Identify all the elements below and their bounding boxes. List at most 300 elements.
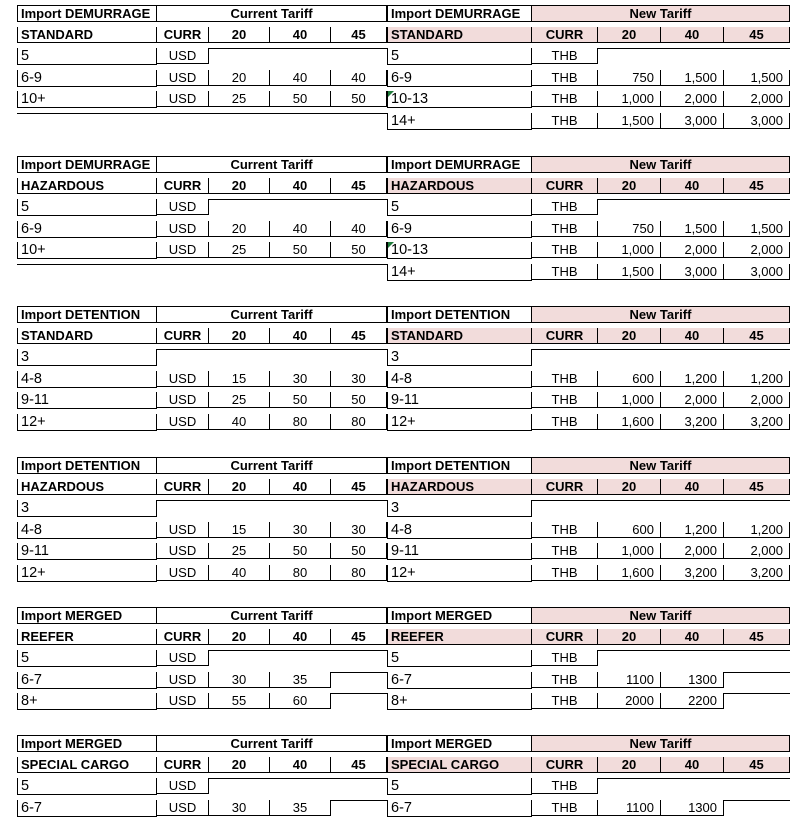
new-value-cell[interactable]: 750 (598, 70, 661, 86)
new-range-cell[interactable]: 4-8 (387, 522, 532, 539)
table-row (0, 48, 791, 70)
current-value-cell[interactable]: 55 (209, 693, 270, 709)
size-header-current[interactable]: 20 (209, 629, 270, 645)
table-row (0, 392, 791, 414)
new-range-cell[interactable]: 9-11 (387, 543, 532, 560)
section-type-current[interactable]: REEFER (17, 629, 157, 645)
size-header-current[interactable]: 45 (331, 757, 387, 773)
table-row (0, 672, 791, 694)
new-value-cell[interactable] (724, 349, 790, 350)
current-range-cell[interactable]: 6-9 (17, 221, 157, 238)
new-value-cell[interactable]: 2,000 (661, 392, 724, 408)
current-value-cell[interactable] (331, 693, 387, 694)
current-tariff-label[interactable]: Current Tariff (157, 156, 387, 173)
section-header-row (0, 5, 791, 27)
section-title-new[interactable]: Import DEMURRAGE (387, 156, 532, 173)
current-range-cell[interactable]: 12+ (17, 414, 157, 431)
new-tariff-label[interactable]: New Tariff (532, 306, 790, 323)
new-value-cell[interactable]: 2,000 (724, 91, 790, 107)
new-value-cell[interactable]: 600 (598, 522, 661, 538)
current-value-cell[interactable] (209, 48, 270, 49)
current-value-cell[interactable]: 40 (270, 70, 331, 86)
new-value-cell[interactable]: 1,200 (661, 522, 724, 538)
new-value-cell[interactable] (598, 199, 661, 200)
new-value-cell[interactable]: 2,000 (661, 91, 724, 107)
table-row (0, 650, 791, 672)
size-header-new[interactable]: 45 (724, 479, 790, 495)
new-value-cell[interactable]: 1,500 (661, 70, 724, 86)
current-value-cell[interactable]: 25 (209, 242, 270, 258)
size-header-new[interactable]: 40 (661, 328, 724, 344)
section-title-new[interactable]: Import DEMURRAGE (387, 5, 532, 22)
current-curr-cell[interactable]: USD (157, 221, 209, 237)
new-curr-cell[interactable] (532, 500, 598, 501)
new-curr-cell[interactable]: THB (532, 199, 598, 215)
new-value-cell[interactable]: 1,500 (724, 221, 790, 237)
new-value-cell[interactable] (598, 500, 661, 501)
size-header-current[interactable]: 40 (270, 757, 331, 773)
new-value-cell[interactable]: 1,000 (598, 242, 661, 258)
section-type-current[interactable]: SPECIAL CARGO (17, 757, 157, 773)
size-header-current[interactable]: 20 (209, 178, 270, 194)
size-header-current[interactable]: 40 (270, 328, 331, 344)
new-value-cell[interactable]: 2,000 (661, 242, 724, 258)
current-value-cell[interactable]: 15 (209, 371, 270, 387)
new-range-cell[interactable]: 9-11 (387, 392, 532, 409)
current-curr-cell[interactable]: USD (157, 70, 209, 86)
current-value-cell[interactable]: 35 (270, 672, 331, 688)
current-curr-cell[interactable]: USD (157, 565, 209, 581)
new-range-cell[interactable]: 6-9 (387, 221, 532, 238)
new-range-cell[interactable]: 14+ (387, 113, 532, 130)
current-range-cell[interactable]: 5 (17, 778, 157, 795)
new-value-cell[interactable]: 2,000 (661, 543, 724, 559)
new-value-cell[interactable] (661, 48, 724, 49)
new-value-cell[interactable]: 1,200 (724, 371, 790, 387)
current-curr-cell[interactable]: USD (157, 48, 209, 64)
new-curr-cell[interactable]: THB (532, 522, 598, 538)
new-value-cell[interactable]: 1,000 (598, 392, 661, 408)
new-value-cell[interactable] (724, 672, 790, 673)
section-type-current[interactable]: STANDARD (17, 27, 157, 43)
current-value-cell[interactable]: 40 (209, 414, 270, 430)
new-value-cell[interactable]: 3,200 (661, 414, 724, 430)
current-range-cell[interactable]: 6-7 (17, 672, 157, 689)
current-value-cell[interactable]: 30 (331, 371, 387, 387)
new-value-cell[interactable]: 3,000 (724, 113, 790, 129)
new-value-cell[interactable]: 3,000 (661, 264, 724, 280)
new-value-cell[interactable]: 750 (598, 221, 661, 237)
new-value-cell[interactable] (661, 199, 724, 200)
current-value-cell[interactable] (209, 500, 270, 501)
section-type-current[interactable]: HAZARDOUS (17, 178, 157, 194)
curr-header-new[interactable]: CURR (532, 328, 598, 344)
new-curr-cell[interactable]: THB (532, 565, 598, 581)
current-value-cell[interactable] (209, 778, 270, 779)
new-range-cell[interactable]: 4-8 (387, 371, 532, 388)
current-curr-cell[interactable]: USD (157, 672, 209, 688)
section-subheader-row (0, 178, 791, 200)
current-value-cell[interactable]: 35 (270, 800, 331, 816)
new-range-cell[interactable]: 12+ (387, 565, 532, 582)
size-header-new[interactable]: 20 (598, 479, 661, 495)
size-header-current[interactable]: 45 (331, 328, 387, 344)
new-range-cell[interactable]: 10-13 (387, 91, 532, 108)
size-header-new[interactable]: 45 (724, 27, 790, 43)
new-value-cell[interactable]: 1100 (598, 800, 661, 816)
current-range-cell[interactable]: 5 (17, 48, 157, 65)
current-range-cell[interactable]: 6-7 (17, 800, 157, 817)
new-range-cell[interactable]: 3 (387, 500, 532, 517)
size-header-current[interactable]: 45 (331, 178, 387, 194)
current-value-cell[interactable] (270, 500, 331, 501)
table-row (0, 778, 791, 800)
size-header-new[interactable]: 45 (724, 757, 790, 773)
section-header-row (0, 607, 791, 629)
size-header-new[interactable]: 45 (724, 328, 790, 344)
new-value-cell[interactable] (724, 650, 790, 651)
new-range-cell[interactable]: 8+ (387, 693, 532, 710)
new-value-cell[interactable]: 3,000 (724, 264, 790, 280)
current-curr-cell[interactable]: USD (157, 91, 209, 107)
new-value-cell[interactable]: 2,000 (724, 242, 790, 258)
new-value-cell[interactable]: 2,000 (724, 543, 790, 559)
current-value-cell[interactable]: 80 (331, 565, 387, 581)
size-header-new[interactable]: 45 (724, 178, 790, 194)
new-range-cell[interactable]: 3 (387, 349, 532, 366)
current-curr-cell[interactable]: USD (157, 522, 209, 538)
new-value-cell[interactable]: 3,000 (661, 113, 724, 129)
current-value-cell[interactable] (331, 48, 387, 49)
current-value-cell[interactable]: 80 (270, 565, 331, 581)
new-range-cell[interactable]: 12+ (387, 414, 532, 431)
size-header-current[interactable]: 45 (331, 479, 387, 495)
current-tariff-label[interactable]: Current Tariff (157, 306, 387, 323)
new-value-cell[interactable]: 1,500 (661, 221, 724, 237)
size-header-new[interactable]: 40 (661, 27, 724, 43)
size-header-new[interactable]: 20 (598, 178, 661, 194)
current-value-cell[interactable]: 50 (331, 242, 387, 258)
new-curr-cell[interactable]: THB (532, 543, 598, 559)
new-curr-cell[interactable]: THB (532, 778, 598, 794)
size-header-current[interactable]: 20 (209, 27, 270, 43)
current-value-cell[interactable]: 50 (270, 242, 331, 258)
new-curr-cell[interactable]: THB (532, 693, 598, 709)
new-value-cell[interactable] (724, 800, 790, 801)
new-value-cell[interactable]: 1,500 (598, 113, 661, 129)
new-value-cell[interactable] (724, 48, 790, 49)
current-value-cell[interactable]: 50 (331, 392, 387, 408)
curr-header-new[interactable]: CURR (532, 479, 598, 495)
new-curr-cell[interactable]: THB (532, 48, 598, 64)
new-range-cell[interactable]: 6-7 (387, 800, 532, 817)
new-curr-cell[interactable]: THB (532, 672, 598, 688)
new-value-cell[interactable]: 1,600 (598, 565, 661, 581)
new-value-cell[interactable]: 1,500 (598, 264, 661, 280)
current-value-cell[interactable]: 40 (331, 221, 387, 237)
current-curr-cell[interactable]: USD (157, 414, 209, 430)
new-value-cell[interactable] (661, 650, 724, 651)
current-range-cell[interactable]: 6-9 (17, 70, 157, 87)
current-curr-cell[interactable]: USD (157, 778, 209, 794)
new-value-cell[interactable]: 1300 (661, 672, 724, 688)
section-header-row (0, 306, 791, 328)
current-value-cell[interactable]: 50 (270, 543, 331, 559)
current-range-cell[interactable]: 9-11 (17, 392, 157, 409)
current-range-cell[interactable]: 5 (17, 650, 157, 667)
new-range-cell[interactable]: 10-13 (387, 242, 532, 259)
current-value-cell[interactable] (331, 778, 387, 779)
new-value-cell[interactable]: 1,500 (724, 70, 790, 86)
new-tariff-label[interactable]: New Tariff (532, 607, 790, 624)
curr-header-current[interactable]: CURR (157, 328, 209, 344)
new-value-cell[interactable] (598, 650, 661, 651)
section-type-new[interactable]: HAZARDOUS (387, 479, 532, 495)
size-header-new[interactable]: 40 (661, 757, 724, 773)
section-type-new[interactable]: SPECIAL CARGO (387, 757, 532, 773)
current-curr-cell[interactable]: USD (157, 199, 209, 215)
new-curr-cell[interactable]: THB (532, 800, 598, 816)
current-value-cell[interactable]: 30 (209, 672, 270, 688)
new-range-cell[interactable]: 5 (387, 199, 532, 216)
empty-cell[interactable] (17, 113, 387, 114)
current-value-cell[interactable]: 30 (209, 800, 270, 816)
new-value-cell[interactable] (724, 693, 790, 694)
new-value-cell[interactable]: 600 (598, 371, 661, 387)
current-value-cell[interactable]: 40 (331, 70, 387, 86)
new-range-cell[interactable]: 6-7 (387, 672, 532, 689)
new-value-cell[interactable] (598, 349, 661, 350)
new-value-cell[interactable]: 1,200 (661, 371, 724, 387)
current-value-cell[interactable] (270, 199, 331, 200)
current-range-cell[interactable]: 3 (17, 500, 157, 517)
size-header-current[interactable]: 40 (270, 629, 331, 645)
size-header-new[interactable]: 45 (724, 629, 790, 645)
new-value-cell[interactable] (598, 778, 661, 779)
new-value-cell[interactable] (598, 48, 661, 49)
section-header-row (0, 156, 791, 178)
current-value-cell[interactable]: 50 (270, 91, 331, 107)
current-value-cell[interactable] (209, 349, 270, 350)
section-title-new[interactable]: Import MERGED (387, 607, 532, 624)
current-value-cell[interactable] (331, 650, 387, 651)
new-range-cell[interactable]: 6-9 (387, 70, 532, 87)
current-range-cell[interactable]: 4-8 (17, 371, 157, 388)
new-tariff-label[interactable]: New Tariff (532, 457, 790, 474)
new-value-cell[interactable] (724, 199, 790, 200)
section-title-new[interactable]: Import DETENTION (387, 306, 532, 323)
current-range-cell[interactable]: 4-8 (17, 522, 157, 539)
section-title-new[interactable]: Import DETENTION (387, 457, 532, 474)
section-title-current[interactable]: Import DEMURRAGE (17, 156, 157, 173)
new-range-cell[interactable]: 14+ (387, 264, 532, 281)
current-value-cell[interactable]: 25 (209, 91, 270, 107)
current-value-cell[interactable] (331, 672, 387, 673)
current-curr-cell[interactable]: USD (157, 371, 209, 387)
size-header-current[interactable]: 40 (270, 479, 331, 495)
current-range-cell[interactable]: 9-11 (17, 543, 157, 560)
current-value-cell[interactable]: 20 (209, 221, 270, 237)
current-value-cell[interactable]: 40 (270, 221, 331, 237)
current-range-cell[interactable]: 10+ (17, 91, 157, 108)
new-curr-cell[interactable]: THB (532, 414, 598, 430)
current-tariff-label[interactable]: Current Tariff (157, 5, 387, 22)
section-title-current[interactable]: Import MERGED (17, 607, 157, 624)
current-curr-cell[interactable]: USD (157, 800, 209, 816)
new-curr-cell[interactable]: THB (532, 392, 598, 408)
curr-header-new[interactable]: CURR (532, 629, 598, 645)
current-curr-cell[interactable]: USD (157, 693, 209, 709)
new-curr-cell[interactable] (532, 349, 598, 350)
current-value-cell[interactable] (331, 199, 387, 200)
new-value-cell[interactable]: 3,200 (661, 565, 724, 581)
curr-header-new[interactable]: CURR (532, 178, 598, 194)
current-range-cell[interactable]: 5 (17, 199, 157, 216)
size-header-new[interactable]: 40 (661, 479, 724, 495)
size-header-current[interactable]: 20 (209, 328, 270, 344)
current-curr-cell[interactable]: USD (157, 242, 209, 258)
current-value-cell[interactable] (270, 778, 331, 779)
empty-cell[interactable] (17, 264, 387, 265)
current-value-cell[interactable]: 80 (331, 414, 387, 430)
new-value-cell[interactable]: 1,000 (598, 543, 661, 559)
current-value-cell[interactable] (331, 500, 387, 501)
new-range-cell[interactable]: 5 (387, 778, 532, 795)
new-value-cell[interactable]: 1,600 (598, 414, 661, 430)
section-type-new[interactable]: STANDARD (387, 328, 532, 344)
new-value-cell[interactable]: 1300 (661, 800, 724, 816)
section-type-current[interactable]: HAZARDOUS (17, 479, 157, 495)
new-curr-cell[interactable]: THB (532, 91, 598, 107)
current-value-cell[interactable]: 25 (209, 543, 270, 559)
curr-header-new[interactable]: CURR (532, 27, 598, 43)
section-type-new[interactable]: REEFER (387, 629, 532, 645)
current-value-cell[interactable]: 15 (209, 522, 270, 538)
size-header-current[interactable]: 40 (270, 27, 331, 43)
size-header-current[interactable]: 45 (331, 27, 387, 43)
current-value-cell[interactable] (270, 349, 331, 350)
new-value-cell[interactable]: 3,200 (724, 565, 790, 581)
new-tariff-label[interactable]: New Tariff (532, 5, 790, 22)
new-value-cell[interactable] (661, 500, 724, 501)
current-value-cell[interactable]: 30 (270, 522, 331, 538)
size-header-new[interactable]: 20 (598, 27, 661, 43)
current-value-cell[interactable]: 60 (270, 693, 331, 709)
new-value-cell[interactable] (724, 778, 790, 779)
section-title-current[interactable]: Import DETENTION (17, 457, 157, 474)
current-value-cell[interactable] (331, 800, 387, 801)
current-range-cell[interactable]: 3 (17, 349, 157, 366)
current-value-cell[interactable]: 80 (270, 414, 331, 430)
curr-header-current[interactable]: CURR (157, 757, 209, 773)
size-header-new[interactable]: 20 (598, 629, 661, 645)
new-range-cell[interactable]: 5 (387, 48, 532, 65)
current-value-cell[interactable]: 25 (209, 392, 270, 408)
current-value-cell[interactable] (270, 48, 331, 49)
new-value-cell[interactable]: 2,000 (724, 392, 790, 408)
new-tariff-label[interactable]: New Tariff (532, 735, 790, 752)
section-title-current[interactable]: Import DEMURRAGE (17, 5, 157, 22)
current-range-cell[interactable]: 10+ (17, 242, 157, 259)
curr-header-new[interactable]: CURR (532, 757, 598, 773)
table-row (0, 242, 791, 264)
section-type-current[interactable]: STANDARD (17, 328, 157, 344)
new-value-cell[interactable]: 3,200 (724, 414, 790, 430)
current-value-cell[interactable] (331, 349, 387, 350)
current-value-cell[interactable]: 30 (331, 522, 387, 538)
size-header-new[interactable]: 40 (661, 629, 724, 645)
current-value-cell[interactable]: 40 (209, 565, 270, 581)
current-range-cell[interactable]: 12+ (17, 565, 157, 582)
size-header-new[interactable]: 20 (598, 328, 661, 344)
size-header-new[interactable]: 40 (661, 178, 724, 194)
current-tariff-label[interactable]: Current Tariff (157, 607, 387, 624)
current-value-cell[interactable] (270, 650, 331, 651)
curr-header-current[interactable]: CURR (157, 178, 209, 194)
new-value-cell[interactable]: 1,000 (598, 91, 661, 107)
size-header-new[interactable]: 20 (598, 757, 661, 773)
section-title-new[interactable]: Import MERGED (387, 735, 532, 752)
new-value-cell[interactable] (661, 349, 724, 350)
current-tariff-label[interactable]: Current Tariff (157, 735, 387, 752)
section-type-new[interactable]: STANDARD (387, 27, 532, 43)
size-header-current[interactable]: 40 (270, 178, 331, 194)
new-curr-cell[interactable]: THB (532, 113, 598, 129)
current-value-cell[interactable] (209, 650, 270, 651)
current-curr-cell[interactable]: USD (157, 650, 209, 666)
current-range-cell[interactable]: 8+ (17, 693, 157, 710)
new-value-cell[interactable] (724, 500, 790, 501)
table-row (0, 349, 791, 371)
current-value-cell[interactable]: 50 (270, 392, 331, 408)
current-value-cell[interactable]: 50 (331, 91, 387, 107)
new-value-cell[interactable]: 1100 (598, 672, 661, 688)
new-value-cell[interactable] (661, 778, 724, 779)
section-title-current[interactable]: Import DETENTION (17, 306, 157, 323)
section-title-current[interactable]: Import MERGED (17, 735, 157, 752)
new-curr-cell[interactable]: THB (532, 264, 598, 280)
curr-header-current[interactable]: CURR (157, 27, 209, 43)
new-value-cell[interactable]: 2000 (598, 693, 661, 709)
new-tariff-label[interactable]: New Tariff (532, 156, 790, 173)
new-curr-cell[interactable]: THB (532, 650, 598, 666)
current-tariff-label[interactable]: Current Tariff (157, 457, 387, 474)
current-value-cell[interactable]: 20 (209, 70, 270, 86)
new-curr-cell[interactable]: THB (532, 242, 598, 258)
current-curr-cell[interactable] (157, 500, 209, 501)
curr-header-current[interactable]: CURR (157, 629, 209, 645)
new-curr-cell[interactable]: THB (532, 371, 598, 387)
current-curr-cell[interactable]: USD (157, 543, 209, 559)
section-type-new[interactable]: HAZARDOUS (387, 178, 532, 194)
current-value-cell[interactable]: 30 (270, 371, 331, 387)
new-value-cell[interactable]: 1,200 (724, 522, 790, 538)
comment-marker-icon (388, 242, 394, 248)
current-curr-cell[interactable] (157, 349, 209, 350)
new-value-cell[interactable]: 2200 (661, 693, 724, 709)
table-row (0, 70, 791, 92)
new-range-cell[interactable]: 5 (387, 650, 532, 667)
size-header-current[interactable]: 20 (209, 479, 270, 495)
size-header-current[interactable]: 20 (209, 757, 270, 773)
current-curr-cell[interactable]: USD (157, 392, 209, 408)
new-curr-cell[interactable]: THB (532, 221, 598, 237)
size-header-current[interactable]: 45 (331, 629, 387, 645)
current-value-cell[interactable]: 50 (331, 543, 387, 559)
curr-header-current[interactable]: CURR (157, 479, 209, 495)
current-value-cell[interactable] (209, 199, 270, 200)
new-curr-cell[interactable]: THB (532, 70, 598, 86)
